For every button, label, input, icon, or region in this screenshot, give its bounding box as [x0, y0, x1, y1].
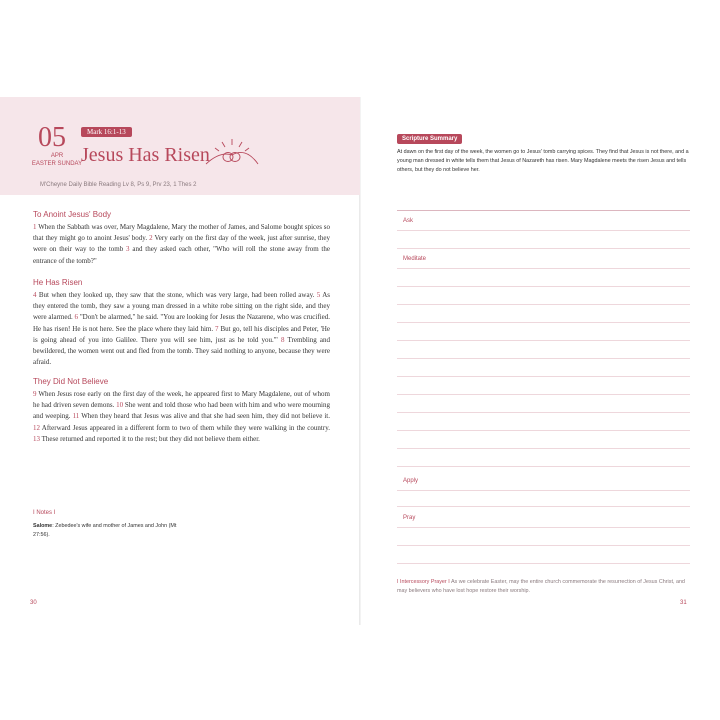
writing-line [397, 545, 690, 546]
verse-number: 6 [74, 313, 79, 322]
date-month: APR [50, 153, 64, 159]
verse-text: She went and told those who had been with him and who were mourning and weeping. [33, 401, 331, 421]
verse-text: and they asked each other, "Who will roll the stone away from the entrance of the tomb?" [33, 245, 330, 265]
writing-line [397, 322, 690, 323]
writing-line [397, 506, 690, 507]
verse-number: 9 [33, 390, 37, 398]
verse-number: 10 [116, 401, 124, 410]
writing-line [397, 527, 690, 528]
writing-line [397, 490, 690, 491]
verse-number: 2 [149, 234, 153, 243]
verse-text: But go, tell his disciples and Peter, 'He is going ahead of you into Galilee. There you will see him, just as he told you.'" [33, 324, 330, 344]
intercessory-label: I Intercessory Prayer I [397, 579, 450, 585]
writing-line [397, 358, 690, 359]
intercessory-text: As we celebrate Easter, may the entire church commemorate the resurrection of Jesus Christ, and may believers who have lost hope restore their worship. [397, 579, 685, 594]
ask-label: Ask [403, 218, 414, 224]
writing-line [397, 430, 690, 431]
writing-line [397, 412, 690, 413]
verse-number: 7 [215, 324, 219, 333]
writing-line [397, 268, 690, 269]
verse-text: Afterward Jesus appeared in a different form to two of them while they were walking in the country. [41, 423, 330, 432]
scripture-summary-label: Scripture Summary [397, 134, 462, 144]
verse-number: 4 [33, 291, 37, 299]
verse-number: 11 [72, 412, 80, 421]
divider [397, 210, 690, 211]
daily-reading: M'Cheyne Daily Bible Reading Lv 8, Ps 9, Prv 23, 1 Thes 2 [40, 182, 197, 188]
page-number-right: 31 [680, 600, 687, 606]
verse-text: These returned and reported it to the rest; but they did not believe them either. [41, 434, 260, 443]
verse-number: 13 [33, 434, 40, 443]
intercessory-prayer [397, 578, 693, 596]
section-body [33, 389, 330, 445]
writing-line [397, 340, 690, 341]
section-body [33, 290, 330, 368]
writing-line [397, 563, 690, 564]
notes-title: I Notes I [33, 510, 56, 516]
writing-line [397, 394, 690, 395]
notes-term: Salome [33, 523, 53, 529]
meditate-label: Meditate [403, 256, 427, 262]
notes-definition: : Zebedee's wife and mother of James and John (Mt 27:56). [33, 523, 177, 538]
section-body [33, 222, 330, 267]
verse-number: 8 [281, 335, 285, 344]
apply-label: Apply [403, 478, 419, 484]
writing-line [397, 286, 690, 287]
date-day-number: 05 [38, 122, 66, 153]
verse-text: Trembling and bewildered, the women went out and fled from the tomb. They said nothing to anyone, because they were afraid. [33, 335, 331, 367]
sunrise-rings-icon [204, 137, 260, 167]
section-title: He Has Risen [33, 278, 83, 287]
verse-text: When Jesus rose early on the first day of the week, he appeared first to Mary Magdalene, out of whom he had driven seven demons. [33, 390, 331, 410]
verse-text: When they heard that Jesus was alive and that she had seen him, they did not believe it. [81, 412, 331, 421]
verse-text: As they entered the tomb, they saw a young man dressed in a white robe sitting on the right side, and they were alarmed. [33, 291, 330, 322]
section-title: They Did Not Believe [33, 377, 109, 386]
verse-text: But when they looked up, they saw that the stone, which was very large, had been rolled away. [38, 291, 315, 299]
writing-line [397, 448, 690, 449]
writing-line [397, 248, 690, 249]
verse-text: Very early on the first day of the week, just after sunrise, they were on their way to the tomb [33, 234, 330, 254]
pray-label: Pray [403, 515, 416, 521]
verse-number: 3 [126, 245, 130, 254]
page-number-left: 30 [30, 600, 37, 606]
page-title: Jesus Has Risen [81, 144, 210, 166]
scripture-reference-badge: Mark 16:1-13 [81, 127, 132, 137]
date-occasion: EASTER SUNDAY [31, 161, 83, 167]
writing-line [397, 376, 690, 377]
scripture-summary-text: At dawn on the first day of the week, the women go to Jesus' tomb carrying spices. They find that Jesus is not there, and a young man dressed in white tells them that Jesus of Nazareth has risen. Mary Magdalene meets the risen Jesus and tells others, but they do not believe her. [397, 149, 689, 173]
verse-text: When the Sabbath was over, Mary Magdalene, Mary the mother of James, and Salome bought spices so that they might go to anoint Jesus' body. [33, 223, 331, 243]
verse-text: "Don't be alarmed," he said. "You are looking for Jesus the Nazarene, who was crucified. He has risen! He is not here. See the place where they laid him. [33, 313, 330, 333]
writing-line [397, 466, 690, 467]
verse-number: 12 [33, 423, 40, 432]
section-title: To Anoint Jesus' Body [33, 210, 112, 219]
verse-number: 1 [33, 223, 37, 231]
verse-number: 5 [316, 291, 321, 299]
writing-line [397, 230, 690, 231]
notes-text [33, 522, 183, 540]
writing-line [397, 304, 690, 305]
